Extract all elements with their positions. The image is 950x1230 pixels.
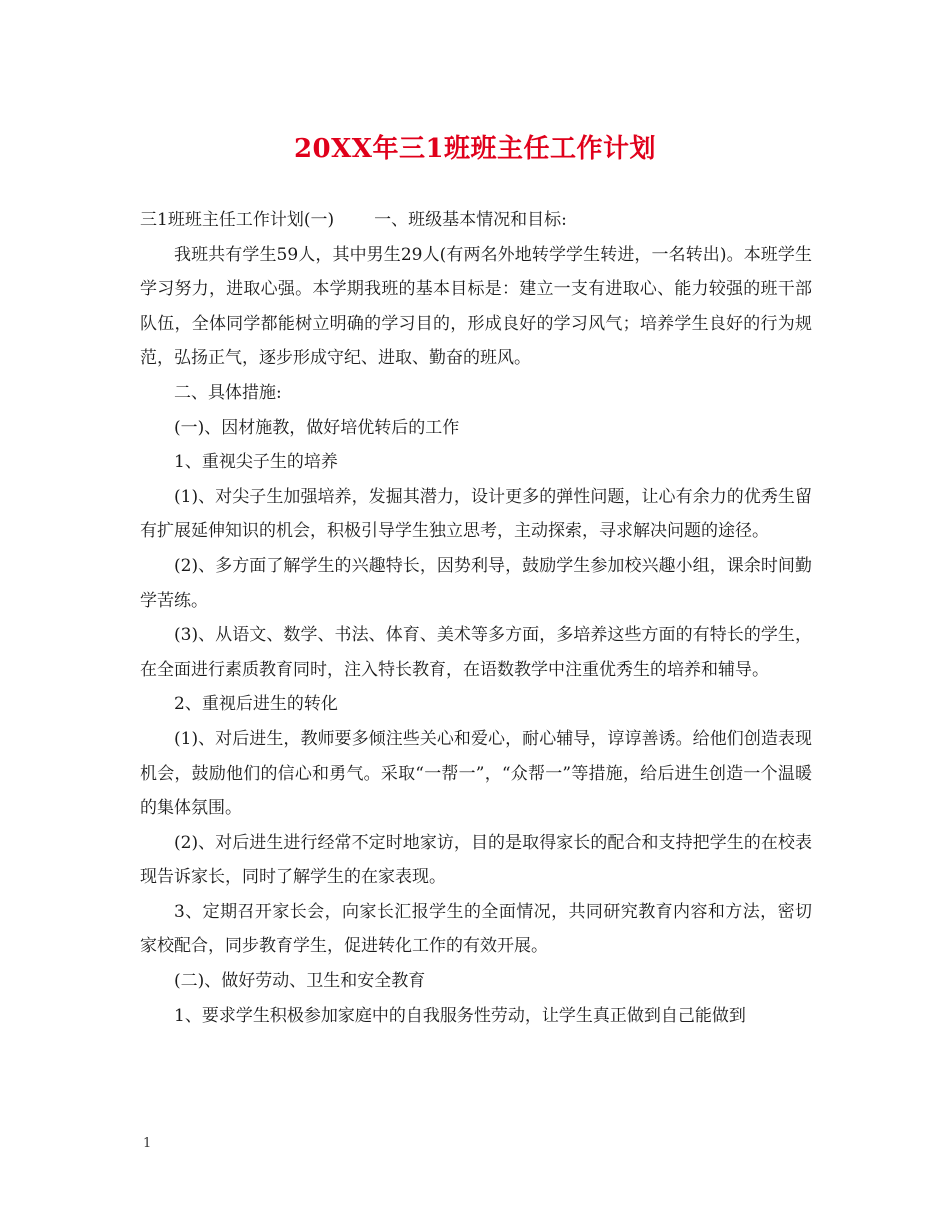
paragraph: (1)、对后进生，教师要多倾注些关心和爱心，耐心辅导，谆谆善诱。给他们创造表现机会，鼓励他们的信心和勇气。采取“一帮一”，“众帮一”等措施，给后进生创造一个温暖的集体氛围。: [140, 728, 812, 819]
paragraph: (二)、做好劳动、卫生和安全教育: [174, 971, 426, 992]
paragraph: 我班共有学生59人，其中男生29人(有两名外地转学学生转进，一名转出)。本班学生学习努力，进取心强。本学期我班的基本目标是：建立一支有进取心、能力较强的班干部队伍，全体同学都能树立明确的学习目的，形成良好的学习风气；培养学生良好的行为规范，弘扬正气，逐步形成守纪、进取、勤奋的班风。: [140, 244, 812, 369]
paragraph: (1)、对尖子生加强培养，发掘其潜力，设计更多的弹性问题，让心有余力的优秀生留有扩展延伸知识的机会，积极引导学生独立思考，主动探索，寻求解决问题的途径。: [140, 486, 812, 542]
intro-line: [140, 203, 812, 238]
paragraph: 2、重视后进生的转化: [174, 694, 338, 715]
paragraph: 1、重视尖子生的培养: [174, 452, 338, 473]
paragraph: 3、定期召开家长会，向家长汇报学生的全面情况，共同研究教育内容和方法，密切家校配合，同步教育学生，促进转化工作的有效开展。: [140, 901, 812, 957]
document-body: [140, 203, 812, 1033]
page-number: 1: [143, 1136, 152, 1151]
paragraph: (一)、因材施教，做好培优转后的工作: [174, 417, 460, 438]
paragraph: 1、要求学生积极参加家庭中的自我服务性劳动，让学生真正做到自己能做到: [174, 1005, 746, 1026]
paragraph: (2)、对后进生进行经常不定时地家访，目的是取得家长的配合和支持把学生的在校表现告诉家长，同时了解学生的在家表现。: [140, 832, 812, 888]
paragraph: 二、具体措施:: [174, 382, 282, 403]
intro-left: 三1班班主任工作计划(一): [140, 210, 335, 230]
paragraph: (3)、从语文、数学、书法、体育、美术等多方面，多培养这些方面的有特长的学生，在全面进行素质教育同时，注入特长教育，在语数教学中注重优秀生的培养和辅导。: [140, 625, 812, 680]
paragraph: (2)、多方面了解学生的兴趣特长，因势利导，鼓励学生参加校兴趣小组，课余时间勤学苦练。: [140, 555, 812, 611]
document-title: 20XX年三1班班主任工作计划: [293, 134, 657, 164]
intro-right: 一、班级基本情况和目标:: [374, 210, 567, 230]
